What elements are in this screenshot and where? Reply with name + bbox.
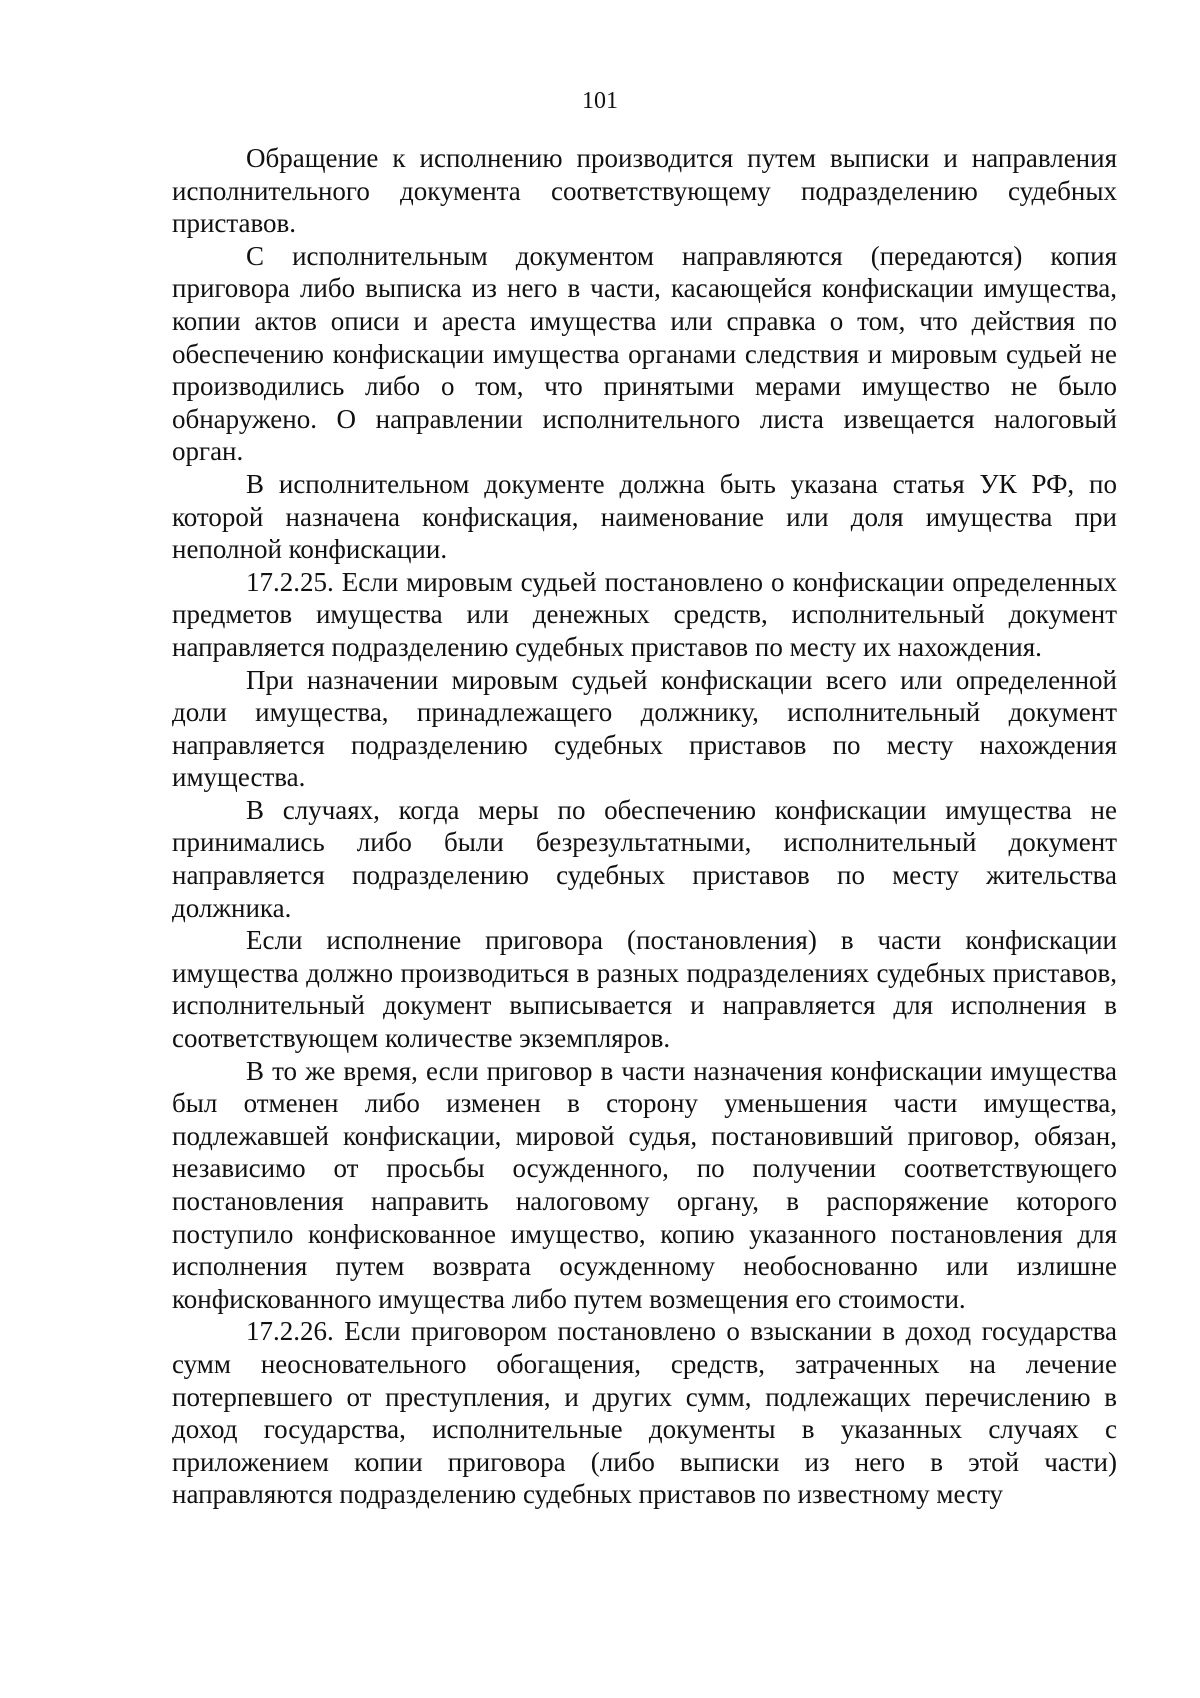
paragraph-article-indication: В исполнительном документе должна быть указана статья УК РФ, по которой назначена конфискация, наименование или доля имущества при неполной конфискации. xyxy=(172,468,1117,565)
paragraph-attached-copies: С исполнительным документом направляются (передаются) копия приговора либо выписка из него в части, касающейся конфискации имущества, копии актов описи и ареста имущества или справка о том, что действия по обеспечению конфискации имущества органами следствия и мировым судьей не производились либо о том, что принятыми мерами имущество не было обнаружено. О направлении исполнительного листа извещается налоговый орган. xyxy=(172,240,1117,467)
paragraph-17-2-26: 17.2.26. Если приговором постановлено о взыскании в доход государства сумм неосновательного обогащения, средств, затраченных на лечение потерпевшего от преступления, и других сумм, подлежащих перечислению в доход государства, исполнительные документы в указанных случаях с приложением копии приговора (либо выписки из него в этой части) направляются подразделению судебных приставов по известному месту xyxy=(172,1316,1117,1510)
paragraph-multiple-divisions: Если исполнение приговора (постановления) в части конфискации имущества должно производиться в разных подразделениях судебных приставов, исполнительный документ выписывается и направляется для исполнения в соответствующем количестве экземпляров. xyxy=(172,925,1117,1054)
paragraph-unsuccessful-measures: В случаях, когда меры по обеспечению конфискации имущества не принимались либо были безрезультатными, исполнительный документ направляется подразделению судебных приставов по месту жительства должника. xyxy=(172,794,1117,923)
paragraph-sentence-cancelled: В то же время, если приговор в части назначения конфискации имущества был отменен либо изменен в сторону уменьшения части имущества, подлежавшей конфискации, мировой судья, постановивший приговор, обязан, независимо от просьбы осужденного, по получении соответствующего постановления направить налоговому органу, в распоряжение которого поступило конфискованное имущество, копию указанного постановления для исполнения путем возврата осужденному необоснованно или излишне конфискованного имущества либо путем возмещения его стоимости. xyxy=(172,1055,1117,1314)
page-number: 101 xyxy=(582,88,618,114)
document-body xyxy=(172,142,1117,1511)
paragraph-17-2-25: 17.2.25. Если мировым судьей постановлено о конфискации определенных предметов имущества или денежных средств, исполнительный документ направляется подразделению судебных приставов по месту их нахождения. xyxy=(172,566,1117,662)
paragraph-execution-request: Обращение к исполнению производится путем выписки и направления исполнительного документа соответствующему подразделению судебных приставов. xyxy=(172,143,1117,239)
paragraph-full-confiscation: При назначении мировым судьей конфискации всего или определенной доли имущества, принадлежащего должнику, исполнительный документ направляется подразделению судебных приставов по месту нахождения имущества. xyxy=(172,664,1117,793)
